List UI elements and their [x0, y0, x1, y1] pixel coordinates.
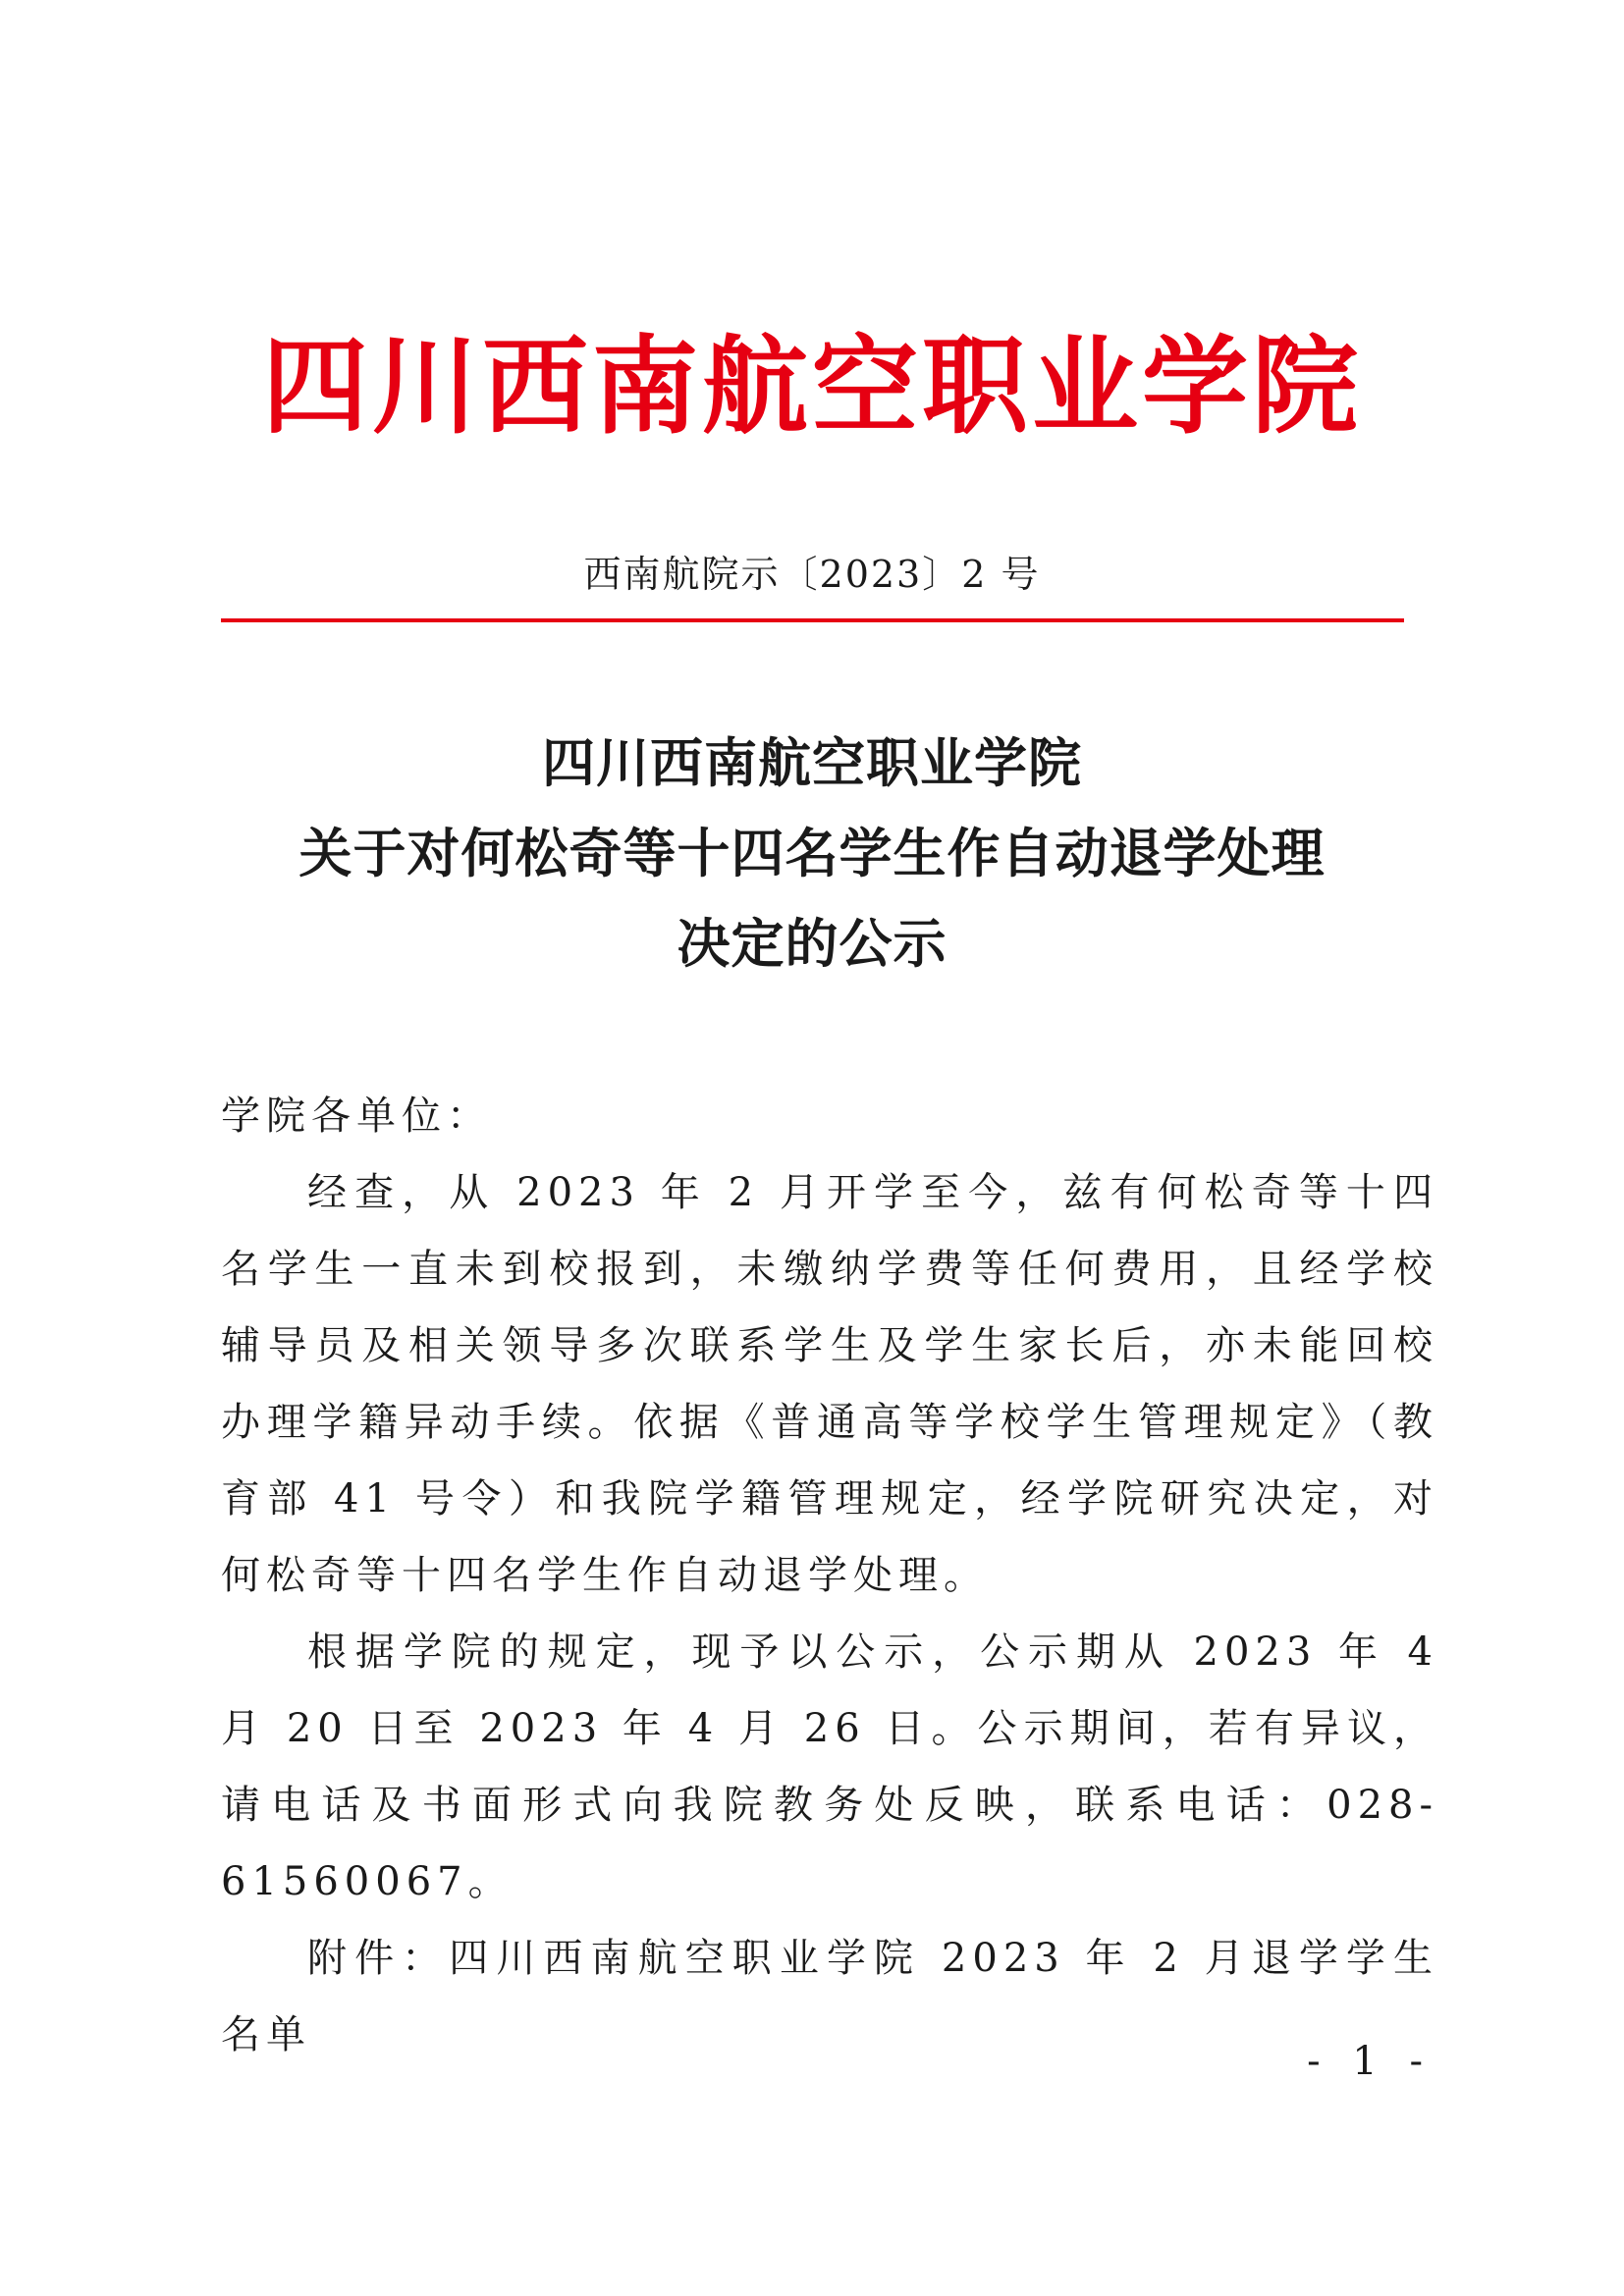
title-line-2: 关于对何松奇等十四名学生作自动退学处理 [298, 822, 1326, 884]
institution-masthead: 四川西南航空职业学院 [261, 326, 1362, 449]
attachment-note: 附件：四川西南航空职业学院 2023 年 2 月退学学生名单 [221, 1936, 1438, 2057]
red-divider-line [221, 618, 1404, 622]
title-line-1: 四川西南航空职业学院 [542, 731, 1082, 794]
salutation: 学院各单位： [221, 1094, 492, 1139]
page-number: - 1 - [1307, 2039, 1433, 2084]
document-number: 西南航院示〔2023〕2 号 [583, 553, 1041, 596]
body-paragraph-1: 经查，从 2023 年 2 月开学至今，兹有何松奇等十四名学生一直未到校报到，未缴纳学费等任何费用，且经学校辅导员及相关领导多次联系学生及学生家长后，亦未能回校办理学籍异动手续。依据《普通高等学校学生管理规定》（教育部 41 号令）和我院学籍管理规定，经学院研究决定，对何松奇等十四名学生作自动退学处理。 [221, 1170, 1438, 1598]
body-paragraph-2: 根据学院的规定，现予以公示，公示期从 2023 年 4 月 20 日至 2023 年 4 月 26 日。公示期间，若有异议，请电话及书面形式向我院教务处反映，联系电话：028-61560067。 [221, 1629, 1438, 1904]
title-line-3: 决定的公示 [677, 912, 947, 975]
